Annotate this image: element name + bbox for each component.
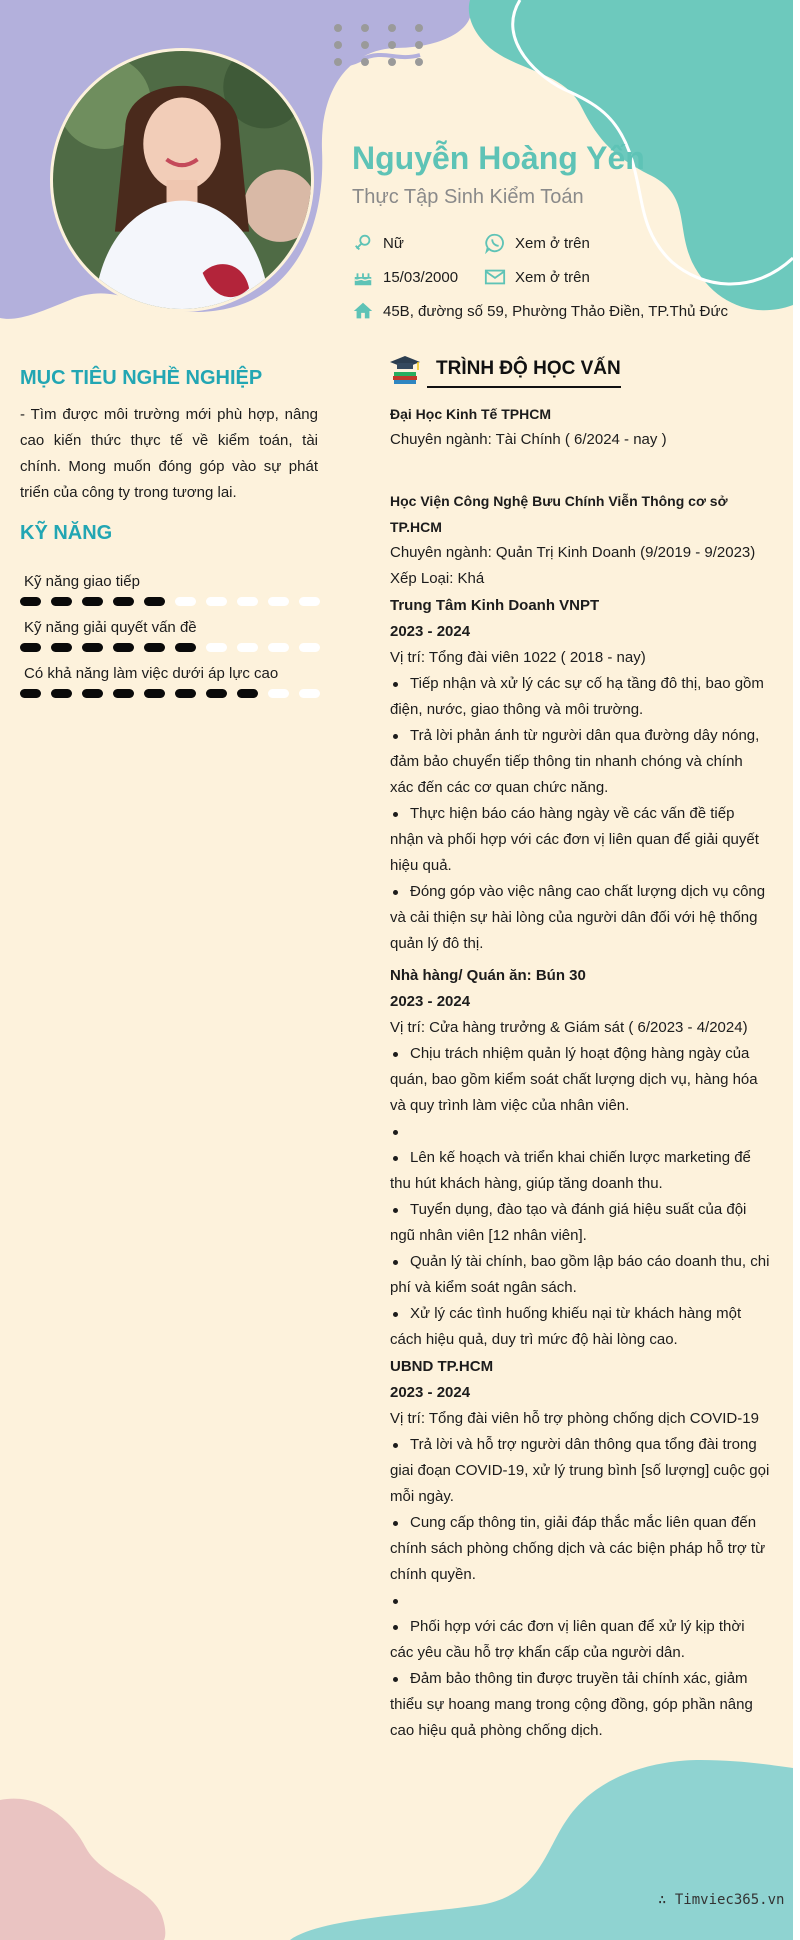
school-detail: Xếp Loại: Khá bbox=[390, 570, 485, 587]
skill-segment bbox=[82, 643, 103, 652]
skill-segment bbox=[51, 643, 72, 652]
skill-bar bbox=[20, 689, 330, 698]
list-item: Thực hiện báo cáo hàng ngày về các vấn đề tiếp nhận và phối hợp với các đơn vị liên quan để giải quyết hiệu quả. bbox=[390, 801, 770, 879]
education-header bbox=[388, 348, 628, 390]
skill-segment bbox=[82, 597, 103, 606]
skill-segment bbox=[20, 643, 41, 652]
skill-segment bbox=[206, 643, 227, 652]
job-title: Thực Tập Sinh Kiểm Toán bbox=[352, 186, 584, 208]
experience-period: 2023 - 2024 bbox=[390, 1384, 471, 1401]
experience-bullets bbox=[390, 1432, 770, 1744]
skill-segment bbox=[175, 597, 196, 606]
skill-segment bbox=[144, 643, 165, 652]
experience-org: UBND TP.HCM bbox=[390, 1358, 494, 1375]
experience-bullets bbox=[390, 1041, 770, 1353]
email-row bbox=[484, 266, 590, 288]
skill-segment bbox=[20, 689, 41, 698]
experience-org: Trung Tâm Kinh Doanh VNPT bbox=[390, 597, 600, 614]
experience-period: 2023 - 2024 bbox=[390, 993, 471, 1010]
experience-role: Vị trí: Cửa hàng trưởng & Giám sát ( 6/2023 - 4/2024) bbox=[390, 1019, 748, 1036]
skill-segment bbox=[113, 689, 134, 698]
birthdate-row bbox=[352, 266, 458, 288]
list-item bbox=[390, 1588, 770, 1614]
list-item: Xử lý các tình huống khiếu nại từ khách hàng một cách hiệu quả, duy trì mức độ hài lòng cao. bbox=[390, 1301, 770, 1353]
cake-icon bbox=[352, 266, 374, 288]
skill-segment bbox=[206, 689, 227, 698]
experience-role: Vị trí: Tổng đài viên hỗ trợ phòng chống dịch COVID-19 bbox=[390, 1410, 759, 1427]
skill-bar bbox=[20, 597, 330, 606]
skill-segment bbox=[113, 643, 134, 652]
school-name: Đại Học Kinh Tế TPHCM bbox=[390, 406, 552, 422]
gender-value: Nữ bbox=[383, 234, 404, 252]
skill-segment bbox=[175, 643, 196, 652]
skill-segment bbox=[237, 597, 258, 606]
skill-segment bbox=[144, 689, 165, 698]
skill-segment bbox=[175, 689, 196, 698]
list-item: Tiếp nhận và xử lý các sự cố hạ tầng đô thị, bao gồm điện, nước, giao thông và môi trường. bbox=[390, 671, 770, 723]
skill-segment bbox=[268, 689, 289, 698]
skill-label: Kỹ năng giao tiếp bbox=[24, 573, 140, 590]
skill-segment bbox=[113, 597, 134, 606]
list-item: Trả lời và hỗ trợ người dân thông qua tổng đài trong giai đoạn COVID-19, xử lý trung bình [số lượng] cuộc gọi mỗi ngày. bbox=[390, 1432, 770, 1510]
skill-segment bbox=[299, 597, 320, 606]
skills-heading: KỸ NĂNG bbox=[20, 522, 113, 544]
education-heading: TRÌNH ĐỘ HỌC VẤN bbox=[436, 358, 621, 379]
avatar bbox=[50, 48, 314, 312]
education-entry bbox=[390, 401, 770, 453]
gender-icon bbox=[352, 232, 374, 254]
skill-segment bbox=[268, 597, 289, 606]
gender-row bbox=[352, 232, 404, 254]
list-item: Chịu trách nhiệm quản lý hoạt động hàng ngày của quán, bao gồm kiểm soát chất lượng dịch vụ, hàng hóa và quy trình làm việc của nhân viên. bbox=[390, 1041, 770, 1119]
home-icon bbox=[352, 300, 374, 322]
skill-label: Có khả năng làm việc dưới áp lực cao bbox=[24, 665, 279, 682]
objective-heading: MỤC TIÊU NGHỀ NGHIỆP bbox=[20, 367, 263, 389]
skill-segment bbox=[237, 643, 258, 652]
whatsapp-icon bbox=[484, 232, 506, 254]
birthdate-value: 15/03/2000 bbox=[383, 268, 459, 286]
school-detail: Chuyên ngành: Tài Chính ( 6/2024 - nay ) bbox=[390, 431, 667, 448]
experience-entry bbox=[390, 1354, 770, 1744]
skill-segment bbox=[268, 643, 289, 652]
education-entry bbox=[390, 488, 770, 592]
skill-segment bbox=[299, 643, 320, 652]
skill-segment bbox=[206, 597, 227, 606]
skill-label: Kỹ năng giải quyết vấn đề bbox=[24, 619, 197, 636]
phone-value: Xem ở trên bbox=[515, 234, 590, 252]
mail-icon bbox=[484, 266, 506, 288]
list-item: Trả lời phản ánh từ người dân qua đường dây nóng, đảm bảo chuyển tiếp thông tin nhanh chóng và chính xác đến các cơ quan chức năng. bbox=[390, 723, 770, 801]
list-item bbox=[390, 1119, 770, 1145]
school-detail: Chuyên ngành: Quản Trị Kinh Doanh (9/2019 - 9/2023) bbox=[390, 544, 756, 561]
light-teal-blob bbox=[290, 1760, 793, 1940]
address-row bbox=[352, 300, 728, 322]
phone-row bbox=[484, 232, 590, 254]
experience-role: Vị trí: Tổng đài viên 1022 ( 2018 - nay) bbox=[390, 649, 646, 666]
pink-blob bbox=[0, 1799, 165, 1940]
experience-period: 2023 - 2024 bbox=[390, 623, 471, 640]
skill-segment bbox=[299, 689, 320, 698]
experience-entry bbox=[390, 593, 770, 957]
skill-bar bbox=[20, 643, 330, 652]
skill-segment bbox=[82, 689, 103, 698]
list-item: Đảm bảo thông tin được truyền tải chính xác, giảm thiểu sự hoang mang trong cộng đồng, góp phần nâng cao hiệu quả phòng chống dịch. bbox=[390, 1666, 770, 1744]
list-item: Tuyển dụng, đào tạo và đánh giá hiệu suất của đội ngũ nhân viên [12 nhân viên]. bbox=[390, 1197, 770, 1249]
skill-segment bbox=[51, 597, 72, 606]
skill-segment bbox=[20, 597, 41, 606]
objective-text: - Tìm được môi trường mới phù hợp, nâng cao kiến thức thực tế về kiểm toán, tài chính. Mong muốn đóng góp vào sự phát triển của công ty trong tương lai. bbox=[20, 406, 318, 501]
page-edge bbox=[793, 0, 800, 1940]
skill-segment bbox=[144, 597, 165, 606]
list-item: Quản lý tài chính, bao gồm lập báo cáo doanh thu, chi phí và kiểm soát ngân sách. bbox=[390, 1249, 770, 1301]
list-item: Cung cấp thông tin, giải đáp thắc mắc liên quan đến chính sách phòng chống dịch và các biện pháp hỗ trợ từ chính quyền. bbox=[390, 1510, 770, 1588]
list-item: Phối hợp với các đơn vị liên quan để xử lý kịp thời các yêu cầu hỗ trợ khẩn cấp của người dân. bbox=[390, 1614, 770, 1666]
graduation-cap-icon bbox=[388, 352, 422, 386]
skill-segment bbox=[237, 689, 258, 698]
experience-entry bbox=[390, 963, 770, 1353]
address-value: 45B, đường số 59, Phường Thảo Điền, TP.Thủ Đức bbox=[383, 302, 728, 320]
skill-segment bbox=[51, 689, 72, 698]
list-item: Lên kế hoạch và triển khai chiến lược marketing để thu hút khách hàng, giúp tăng doanh thu. bbox=[390, 1145, 770, 1197]
school-name: Học Viện Công Nghệ Bưu Chính Viễn Thông cơ sở TP.HCM bbox=[390, 493, 728, 535]
email-value: Xem ở trên bbox=[515, 268, 590, 286]
list-item: Đóng góp vào việc nâng cao chất lượng dịch vụ công và cải thiện sự hài lòng của người dân đối với hệ thống quản lý đô thị. bbox=[390, 879, 770, 957]
candidate-name: Nguyễn Hoàng Yến bbox=[352, 140, 645, 176]
education-underline bbox=[427, 386, 621, 388]
experience-org: Nhà hàng/ Quán ăn: Bún 30 bbox=[390, 967, 586, 984]
watermark: ∴ Timviec365.vn bbox=[658, 1892, 785, 1908]
experience-bullets bbox=[390, 671, 770, 957]
